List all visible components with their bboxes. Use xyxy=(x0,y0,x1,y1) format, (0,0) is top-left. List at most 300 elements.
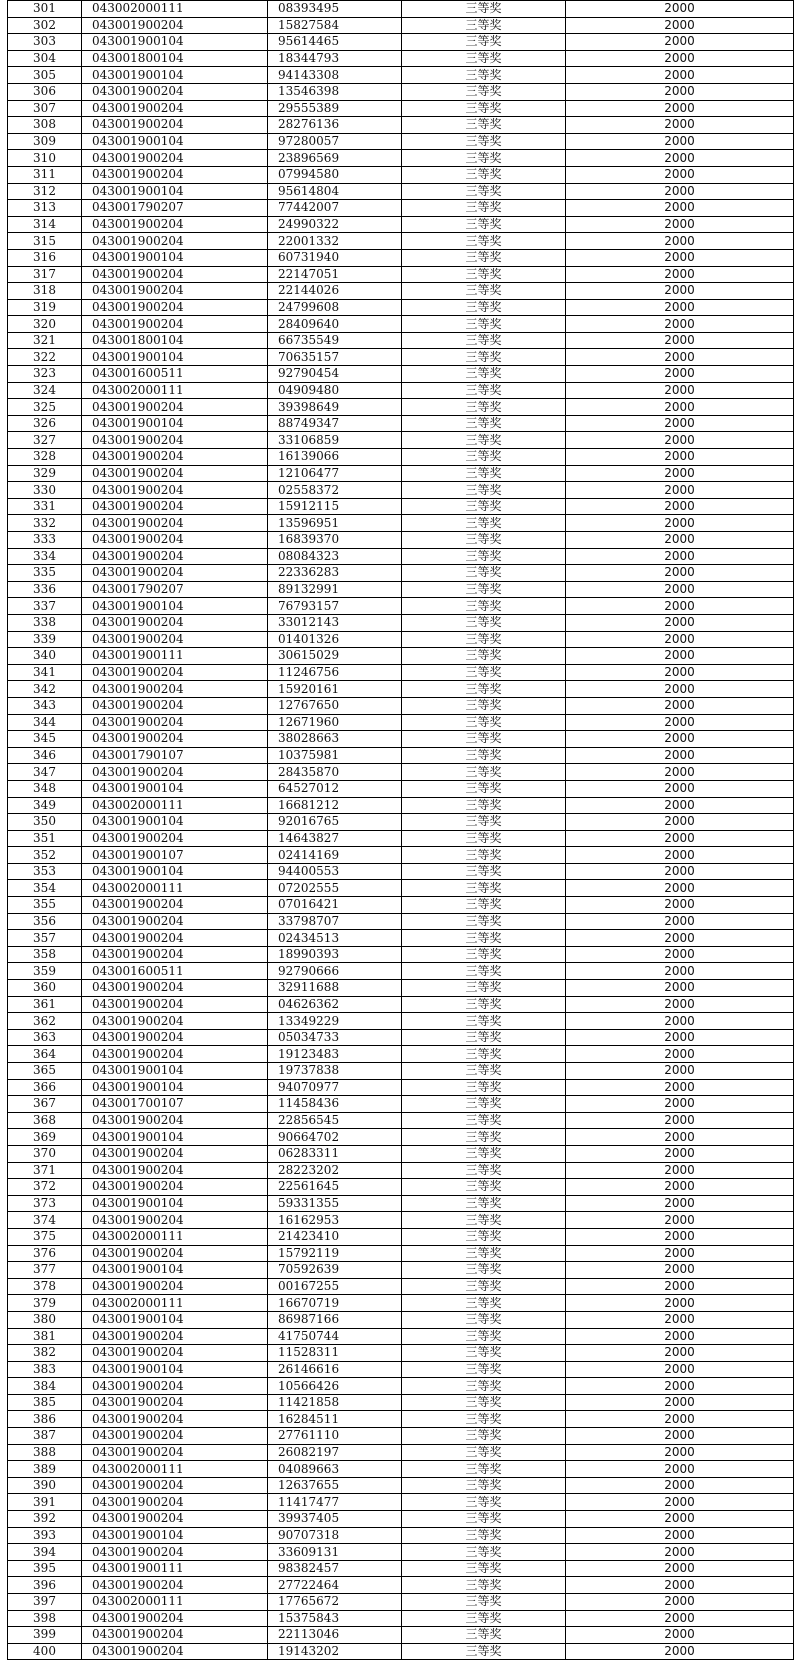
row-index-cell: 317 xyxy=(8,266,82,283)
ticket-number-cell: 70635157 xyxy=(268,349,402,366)
row-index-cell: 389 xyxy=(8,1461,82,1478)
ticket-number-cell: 18990393 xyxy=(268,946,402,963)
table-row xyxy=(8,581,794,598)
ticket-number-cell: 07994580 xyxy=(268,166,402,183)
unit-code-cell: 043001900204 xyxy=(82,980,268,997)
prize-level-cell: 三等奖 xyxy=(402,249,566,266)
unit-code-cell: 043001900204 xyxy=(82,548,268,565)
ticket-number-cell: 22113046 xyxy=(268,1627,402,1644)
row-index-cell: 371 xyxy=(8,1162,82,1179)
prize-amount-cell: 2000 xyxy=(566,216,794,233)
prize-level-cell: 三等奖 xyxy=(402,449,566,466)
ticket-number-cell: 30615029 xyxy=(268,648,402,665)
table-row xyxy=(8,382,794,399)
row-index-cell: 368 xyxy=(8,1112,82,1129)
prize-level-cell: 三等奖 xyxy=(402,1560,566,1577)
ticket-number-cell: 16839370 xyxy=(268,532,402,549)
prize-amount-cell: 2000 xyxy=(566,498,794,515)
row-index-cell: 332 xyxy=(8,515,82,532)
prize-level-cell: 三等奖 xyxy=(402,930,566,947)
ticket-number-cell: 10566426 xyxy=(268,1378,402,1395)
unit-code-cell: 043001900104 xyxy=(82,34,268,51)
prize-level-cell: 三等奖 xyxy=(402,780,566,797)
prize-amount-cell: 2000 xyxy=(566,565,794,582)
ticket-number-cell: 14643827 xyxy=(268,830,402,847)
table-row xyxy=(8,697,794,714)
prize-amount-cell: 2000 xyxy=(566,1394,794,1411)
prize-level-cell: 三等奖 xyxy=(402,216,566,233)
unit-code-cell: 043001900104 xyxy=(82,1361,268,1378)
row-index-cell: 342 xyxy=(8,681,82,698)
table-row xyxy=(8,1179,794,1196)
prize-level-cell: 三等奖 xyxy=(402,1245,566,1262)
prize-amount-cell: 2000 xyxy=(566,83,794,100)
row-index-cell: 380 xyxy=(8,1311,82,1328)
prize-level-cell: 三等奖 xyxy=(402,1096,566,1113)
ticket-number-cell: 95614465 xyxy=(268,34,402,51)
prize-amount-cell: 2000 xyxy=(566,1527,794,1544)
ticket-number-cell: 02414169 xyxy=(268,847,402,864)
unit-code-cell: 043001700107 xyxy=(82,1096,268,1113)
prize-amount-cell: 2000 xyxy=(566,648,794,665)
ticket-number-cell: 94143308 xyxy=(268,67,402,84)
table-row xyxy=(8,117,794,134)
prize-amount-cell: 2000 xyxy=(566,830,794,847)
table-row xyxy=(8,299,794,316)
table-row xyxy=(8,216,794,233)
table-row xyxy=(8,1262,794,1279)
unit-code-cell: 043001900104 xyxy=(82,863,268,880)
prize-level-cell: 三等奖 xyxy=(402,100,566,117)
unit-code-cell: 043001790207 xyxy=(82,200,268,217)
ticket-number-cell: 11246756 xyxy=(268,664,402,681)
prize-amount-cell: 2000 xyxy=(566,1162,794,1179)
unit-code-cell: 043001900204 xyxy=(82,515,268,532)
prize-amount-cell: 2000 xyxy=(566,449,794,466)
unit-code-cell: 043001900204 xyxy=(82,1345,268,1362)
row-index-cell: 396 xyxy=(8,1577,82,1594)
prize-level-cell: 三等奖 xyxy=(402,67,566,84)
table-row xyxy=(8,183,794,200)
row-index-cell: 394 xyxy=(8,1544,82,1561)
prize-amount-cell: 2000 xyxy=(566,1627,794,1644)
prize-amount-cell: 2000 xyxy=(566,1461,794,1478)
table-row xyxy=(8,780,794,797)
ticket-number-cell: 76793157 xyxy=(268,598,402,615)
prize-amount-cell: 2000 xyxy=(566,249,794,266)
prize-level-cell: 三等奖 xyxy=(402,1627,566,1644)
prize-amount-cell: 2000 xyxy=(566,1494,794,1511)
row-index-cell: 400 xyxy=(8,1643,82,1660)
table-row xyxy=(8,67,794,84)
prize-level-cell: 三等奖 xyxy=(402,498,566,515)
prize-level-cell: 三等奖 xyxy=(402,332,566,349)
unit-code-cell: 043001900204 xyxy=(82,681,268,698)
prize-amount-cell: 2000 xyxy=(566,880,794,897)
unit-code-cell: 043001900104 xyxy=(82,598,268,615)
row-index-cell: 338 xyxy=(8,614,82,631)
unit-code-cell: 043001900204 xyxy=(82,150,268,167)
row-index-cell: 385 xyxy=(8,1394,82,1411)
unit-code-cell: 043001900204 xyxy=(82,432,268,449)
row-index-cell: 359 xyxy=(8,963,82,980)
row-index-cell: 327 xyxy=(8,432,82,449)
ticket-number-cell: 02558372 xyxy=(268,482,402,499)
table-row xyxy=(8,133,794,150)
prize-level-cell: 三等奖 xyxy=(402,1112,566,1129)
unit-code-cell: 043001900204 xyxy=(82,996,268,1013)
prize-amount-cell: 2000 xyxy=(566,1428,794,1445)
row-index-cell: 362 xyxy=(8,1013,82,1030)
unit-code-cell: 043001900111 xyxy=(82,1560,268,1577)
table-row xyxy=(8,830,794,847)
prize-level-cell: 三等奖 xyxy=(402,532,566,549)
table-row xyxy=(8,233,794,250)
ticket-number-cell: 29555389 xyxy=(268,100,402,117)
row-index-cell: 381 xyxy=(8,1328,82,1345)
prize-amount-cell: 2000 xyxy=(566,133,794,150)
row-index-cell: 301 xyxy=(8,1,82,18)
prize-level-cell: 三等奖 xyxy=(402,1594,566,1611)
ticket-number-cell: 00167255 xyxy=(268,1278,402,1295)
prize-amount-cell: 2000 xyxy=(566,780,794,797)
prize-level-cell: 三等奖 xyxy=(402,1577,566,1594)
table-row xyxy=(8,1311,794,1328)
prize-amount-cell: 2000 xyxy=(566,946,794,963)
unit-code-cell: 043001900204 xyxy=(82,1494,268,1511)
prize-level-cell: 三等奖 xyxy=(402,946,566,963)
row-index-cell: 308 xyxy=(8,117,82,134)
prize-level-cell: 三等奖 xyxy=(402,432,566,449)
row-index-cell: 305 xyxy=(8,67,82,84)
unit-code-cell: 043001900204 xyxy=(82,482,268,499)
ticket-number-cell: 59331355 xyxy=(268,1195,402,1212)
ticket-number-cell: 27761110 xyxy=(268,1428,402,1445)
row-index-cell: 340 xyxy=(8,648,82,665)
ticket-number-cell: 17765672 xyxy=(268,1594,402,1611)
unit-code-cell: 043001900204 xyxy=(82,1411,268,1428)
ticket-number-cell: 22147051 xyxy=(268,266,402,283)
row-index-cell: 395 xyxy=(8,1560,82,1577)
ticket-number-cell: 26146616 xyxy=(268,1361,402,1378)
row-index-cell: 311 xyxy=(8,166,82,183)
row-index-cell: 349 xyxy=(8,797,82,814)
prize-level-cell: 三等奖 xyxy=(402,1311,566,1328)
unit-code-cell: 043001900204 xyxy=(82,166,268,183)
table-row xyxy=(8,266,794,283)
prize-level-cell: 三等奖 xyxy=(402,797,566,814)
unit-code-cell: 043001600511 xyxy=(82,963,268,980)
row-index-cell: 369 xyxy=(8,1129,82,1146)
prize-level-cell: 三等奖 xyxy=(402,1494,566,1511)
prize-amount-cell: 2000 xyxy=(566,581,794,598)
table-row xyxy=(8,1195,794,1212)
ticket-number-cell: 19143202 xyxy=(268,1643,402,1660)
row-index-cell: 322 xyxy=(8,349,82,366)
prize-amount-cell: 2000 xyxy=(566,1179,794,1196)
unit-code-cell: 043001900204 xyxy=(82,897,268,914)
prize-amount-cell: 2000 xyxy=(566,1361,794,1378)
ticket-number-cell: 86987166 xyxy=(268,1311,402,1328)
unit-code-cell: 043001900104 xyxy=(82,1311,268,1328)
prize-amount-cell: 2000 xyxy=(566,631,794,648)
table-row xyxy=(8,1079,794,1096)
unit-code-cell: 043002000111 xyxy=(82,797,268,814)
prize-amount-cell: 2000 xyxy=(566,299,794,316)
prize-amount-cell: 2000 xyxy=(566,1594,794,1611)
prize-amount-cell: 2000 xyxy=(566,747,794,764)
prize-amount-cell: 2000 xyxy=(566,1311,794,1328)
unit-code-cell: 043001900204 xyxy=(82,1428,268,1445)
row-index-cell: 321 xyxy=(8,332,82,349)
ticket-number-cell: 64527012 xyxy=(268,780,402,797)
ticket-number-cell: 11458436 xyxy=(268,1096,402,1113)
table-row xyxy=(8,1444,794,1461)
prize-amount-cell: 2000 xyxy=(566,1444,794,1461)
prize-amount-cell: 2000 xyxy=(566,897,794,914)
unit-code-cell: 043001900204 xyxy=(82,399,268,416)
ticket-number-cell: 89132991 xyxy=(268,581,402,598)
prize-level-cell: 三等奖 xyxy=(402,1461,566,1478)
prize-amount-cell: 2000 xyxy=(566,283,794,300)
prize-amount-cell: 2000 xyxy=(566,17,794,34)
prize-level-cell: 三等奖 xyxy=(402,1511,566,1528)
table-row xyxy=(8,598,794,615)
unit-code-cell: 043001900104 xyxy=(82,1195,268,1212)
row-index-cell: 387 xyxy=(8,1428,82,1445)
ticket-number-cell: 90707318 xyxy=(268,1527,402,1544)
prize-amount-cell: 2000 xyxy=(566,1477,794,1494)
ticket-number-cell: 15827584 xyxy=(268,17,402,34)
row-index-cell: 331 xyxy=(8,498,82,515)
table-row xyxy=(8,399,794,416)
ticket-number-cell: 90664702 xyxy=(268,1129,402,1146)
ticket-number-cell: 15912115 xyxy=(268,498,402,515)
table-row xyxy=(8,1610,794,1627)
prize-amount-cell: 2000 xyxy=(566,1328,794,1345)
ticket-number-cell: 23896569 xyxy=(268,150,402,167)
table-row xyxy=(8,1428,794,1445)
prize-level-cell: 三等奖 xyxy=(402,764,566,781)
unit-code-cell: 043001900204 xyxy=(82,614,268,631)
prize-amount-cell: 2000 xyxy=(566,150,794,167)
row-index-cell: 337 xyxy=(8,598,82,615)
unit-code-cell: 043002000111 xyxy=(82,1228,268,1245)
unit-code-cell: 043001900104 xyxy=(82,1129,268,1146)
unit-code-cell: 043001900104 xyxy=(82,415,268,432)
table-row xyxy=(8,1112,794,1129)
ticket-number-cell: 92016765 xyxy=(268,814,402,831)
ticket-number-cell: 06283311 xyxy=(268,1145,402,1162)
prize-amount-cell: 2000 xyxy=(566,1228,794,1245)
row-index-cell: 312 xyxy=(8,183,82,200)
table-row xyxy=(8,1328,794,1345)
prize-amount-cell: 2000 xyxy=(566,963,794,980)
row-index-cell: 314 xyxy=(8,216,82,233)
prize-level-cell: 三等奖 xyxy=(402,648,566,665)
prize-level-cell: 三等奖 xyxy=(402,50,566,67)
ticket-number-cell: 22561645 xyxy=(268,1179,402,1196)
prize-level-cell: 三等奖 xyxy=(402,200,566,217)
row-index-cell: 392 xyxy=(8,1511,82,1528)
row-index-cell: 306 xyxy=(8,83,82,100)
table-row xyxy=(8,1046,794,1063)
prize-amount-cell: 2000 xyxy=(566,100,794,117)
prize-level-cell: 三等奖 xyxy=(402,349,566,366)
prize-amount-cell: 2000 xyxy=(566,1245,794,1262)
table-row xyxy=(8,1063,794,1080)
unit-code-cell: 043001900107 xyxy=(82,847,268,864)
row-index-cell: 313 xyxy=(8,200,82,217)
row-index-cell: 346 xyxy=(8,747,82,764)
unit-code-cell: 043001900104 xyxy=(82,1262,268,1279)
prize-amount-cell: 2000 xyxy=(566,515,794,532)
prize-level-cell: 三等奖 xyxy=(402,897,566,914)
ticket-number-cell: 88749347 xyxy=(268,415,402,432)
ticket-number-cell: 92790454 xyxy=(268,366,402,383)
unit-code-cell: 043001900204 xyxy=(82,17,268,34)
prize-level-cell: 三等奖 xyxy=(402,714,566,731)
prize-amount-cell: 2000 xyxy=(566,1,794,18)
ticket-number-cell: 13546398 xyxy=(268,83,402,100)
prize-level-cell: 三等奖 xyxy=(402,1162,566,1179)
unit-code-cell: 043001900104 xyxy=(82,1527,268,1544)
ticket-number-cell: 33106859 xyxy=(268,432,402,449)
prize-level-cell: 三等奖 xyxy=(402,150,566,167)
prize-level-cell: 三等奖 xyxy=(402,1428,566,1445)
ticket-number-cell: 15375843 xyxy=(268,1610,402,1627)
table-row xyxy=(8,565,794,582)
prize-amount-cell: 2000 xyxy=(566,996,794,1013)
unit-code-cell: 043001900204 xyxy=(82,930,268,947)
ticket-number-cell: 13596951 xyxy=(268,515,402,532)
row-index-cell: 377 xyxy=(8,1262,82,1279)
table-row xyxy=(8,963,794,980)
table-row xyxy=(8,498,794,515)
prize-level-cell: 三等奖 xyxy=(402,747,566,764)
unit-code-cell: 043001900104 xyxy=(82,1079,268,1096)
unit-code-cell: 043001900104 xyxy=(82,814,268,831)
table-row xyxy=(8,814,794,831)
ticket-number-cell: 12767650 xyxy=(268,697,402,714)
prize-amount-cell: 2000 xyxy=(566,117,794,134)
prize-level-cell: 三等奖 xyxy=(402,1411,566,1428)
unit-code-cell: 043001900204 xyxy=(82,1477,268,1494)
prize-amount-cell: 2000 xyxy=(566,548,794,565)
table-row xyxy=(8,449,794,466)
ticket-number-cell: 19123483 xyxy=(268,1046,402,1063)
table-row xyxy=(8,747,794,764)
prize-level-cell: 三等奖 xyxy=(402,1278,566,1295)
ticket-number-cell: 24799608 xyxy=(268,299,402,316)
prize-amount-cell: 2000 xyxy=(566,1544,794,1561)
prize-amount-cell: 2000 xyxy=(566,316,794,333)
prize-level-cell: 三等奖 xyxy=(402,166,566,183)
ticket-number-cell: 77442007 xyxy=(268,200,402,217)
row-index-cell: 309 xyxy=(8,133,82,150)
row-index-cell: 367 xyxy=(8,1096,82,1113)
table-row xyxy=(8,1029,794,1046)
prize-amount-cell: 2000 xyxy=(566,1112,794,1129)
ticket-number-cell: 10375981 xyxy=(268,747,402,764)
unit-code-cell: 043001900204 xyxy=(82,532,268,549)
prize-level-cell: 三等奖 xyxy=(402,614,566,631)
row-index-cell: 325 xyxy=(8,399,82,416)
prize-amount-cell: 2000 xyxy=(566,714,794,731)
ticket-number-cell: 39398649 xyxy=(268,399,402,416)
prize-level-cell: 三等奖 xyxy=(402,863,566,880)
prize-amount-cell: 2000 xyxy=(566,1345,794,1362)
ticket-number-cell: 60731940 xyxy=(268,249,402,266)
table-row xyxy=(8,1162,794,1179)
row-index-cell: 323 xyxy=(8,366,82,383)
unit-code-cell: 043001900204 xyxy=(82,1179,268,1196)
prize-amount-cell: 2000 xyxy=(566,1560,794,1577)
table-row xyxy=(8,1511,794,1528)
ticket-number-cell: 15920161 xyxy=(268,681,402,698)
unit-code-cell: 043001790207 xyxy=(82,581,268,598)
prize-amount-cell: 2000 xyxy=(566,266,794,283)
ticket-number-cell: 95614804 xyxy=(268,183,402,200)
unit-code-cell: 043001800104 xyxy=(82,332,268,349)
ticket-number-cell: 16670719 xyxy=(268,1295,402,1312)
prize-amount-cell: 2000 xyxy=(566,1063,794,1080)
ticket-number-cell: 13349229 xyxy=(268,1013,402,1030)
table-row xyxy=(8,1013,794,1030)
unit-code-cell: 043001900204 xyxy=(82,664,268,681)
ticket-number-cell: 08393495 xyxy=(268,1,402,18)
table-row xyxy=(8,283,794,300)
prize-amount-cell: 2000 xyxy=(566,166,794,183)
prize-amount-cell: 2000 xyxy=(566,399,794,416)
ticket-number-cell: 70592639 xyxy=(268,1262,402,1279)
table-row xyxy=(8,1643,794,1660)
prize-amount-cell: 2000 xyxy=(566,697,794,714)
unit-code-cell: 043001900204 xyxy=(82,1212,268,1229)
prize-amount-cell: 2000 xyxy=(566,366,794,383)
ticket-number-cell: 07202555 xyxy=(268,880,402,897)
prize-amount-cell: 2000 xyxy=(566,1577,794,1594)
unit-code-cell: 043001900204 xyxy=(82,1013,268,1030)
prize-amount-cell: 2000 xyxy=(566,1096,794,1113)
row-index-cell: 329 xyxy=(8,465,82,482)
prize-level-cell: 三等奖 xyxy=(402,1361,566,1378)
prize-level-cell: 三等奖 xyxy=(402,814,566,831)
prize-level-cell: 三等奖 xyxy=(402,1394,566,1411)
table-row xyxy=(8,1345,794,1362)
prize-amount-cell: 2000 xyxy=(566,930,794,947)
unit-code-cell: 043001900204 xyxy=(82,913,268,930)
row-index-cell: 328 xyxy=(8,449,82,466)
prize-level-cell: 三等奖 xyxy=(402,515,566,532)
ticket-number-cell: 15792119 xyxy=(268,1245,402,1262)
unit-code-cell: 043001900104 xyxy=(82,1063,268,1080)
ticket-number-cell: 22856545 xyxy=(268,1112,402,1129)
ticket-number-cell: 28223202 xyxy=(268,1162,402,1179)
prize-level-cell: 三等奖 xyxy=(402,1063,566,1080)
row-index-cell: 357 xyxy=(8,930,82,947)
prize-amount-cell: 2000 xyxy=(566,1643,794,1660)
prize-amount-cell: 2000 xyxy=(566,1079,794,1096)
prize-level-cell: 三等奖 xyxy=(402,316,566,333)
row-index-cell: 345 xyxy=(8,731,82,748)
prize-amount-cell: 2000 xyxy=(566,1013,794,1030)
prize-level-cell: 三等奖 xyxy=(402,1328,566,1345)
ticket-number-cell: 38028663 xyxy=(268,731,402,748)
ticket-number-cell: 12637655 xyxy=(268,1477,402,1494)
prize-level-cell: 三等奖 xyxy=(402,133,566,150)
unit-code-cell: 043001900204 xyxy=(82,1328,268,1345)
